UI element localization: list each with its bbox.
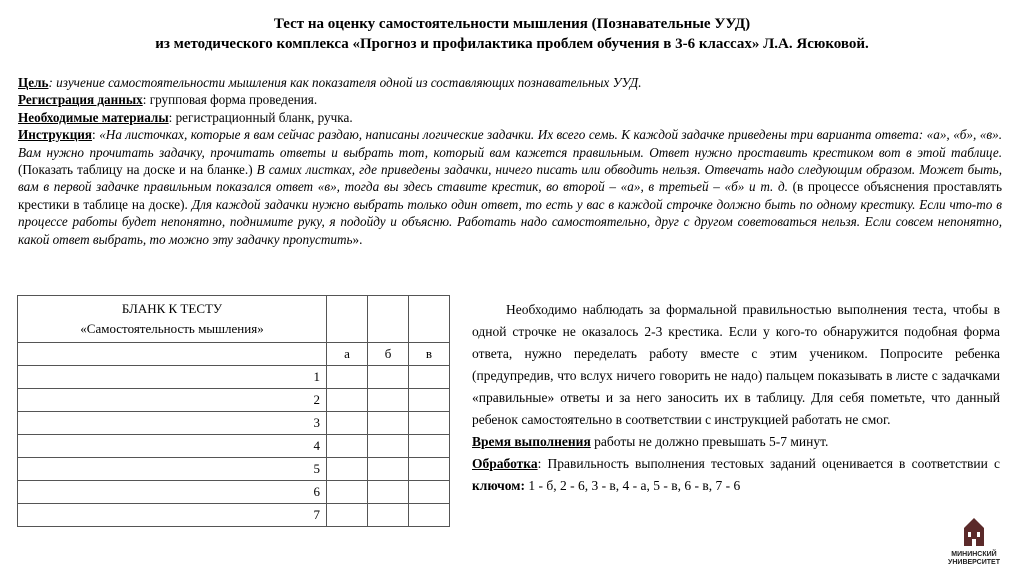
table-cell [409, 296, 450, 343]
answer-cell [327, 412, 368, 435]
table-row [18, 366, 450, 389]
answer-cell [409, 435, 450, 458]
table-header-line-2: «Самостоятельность мышления» [80, 321, 264, 336]
table-row [18, 458, 450, 481]
instruction-part-1: «На листочках, которые я вам сейчас раздаю, написаны логические задачки. Их всего семь. К каждой задачке приведены три варианта ответа: «а», «б», «в». Вам нужно прочитать задачку, прочитать ответы и выбрать тот, который вам кажется правильным. Ответ нужно проставить крестиком вот в этой таблице. [18, 127, 1003, 160]
title-line-2: из методического комплекса «Прогноз и профилактика проблем обучения в 3-6 классах» Л.А. Ясюковой. [155, 36, 869, 52]
row-number: 3 [18, 412, 327, 435]
time-paragraph [472, 431, 1000, 453]
instruction-part-3: В самих листках, где приведены задачки, ничего писать или обводить нельзя. Отвечать надо следующим образом. Может быть, вам в первой задачке правильным показался ответ «в», тогда вы здесь ставите крестик, во второй – «а», в третьей – «б» и т. д. [18, 162, 1002, 195]
answer-cell [368, 389, 409, 412]
intro-section [18, 74, 1002, 248]
registration-text: : групповая форма проведения. [142, 92, 318, 108]
table-cell [368, 296, 409, 343]
instruction-part-4: (в процессе объяснения проставлять крестики в таблице на доске). [18, 179, 1002, 212]
answer-cell [327, 481, 368, 504]
row-number: 6 [18, 481, 327, 504]
table-header-row [18, 296, 450, 343]
answer-cell [327, 504, 368, 527]
time-label: Время выполнения [472, 434, 591, 449]
processing-paragraph [472, 453, 1000, 497]
tower-icon [961, 518, 987, 546]
instruction-part-6: ». [352, 231, 363, 247]
table-header-cell [18, 296, 327, 343]
materials-paragraph [18, 109, 1002, 126]
answer-cell [327, 366, 368, 389]
observe-paragraph: Необходимо наблюдать за формальной правильностью выполнения теста, чтобы в одной строчке не оказалось 2-3 крестика. Если у кого-то обнаружится подобная форма ответа, нужно переделать работу вместе с этим учеником. Попросите ребенка (предупредив, что вслух ничего говорить не надо) пальцем показывать в листе с задачками «правильные» ответы и за него заносить их в таблицу. Для себя пометьте, что данный ребенок самостоятельно в соответствии с инструкцией работать не смог. [472, 302, 1000, 427]
table-row [18, 412, 450, 435]
title-line-1: Тест на оценку самостоятельности мышления (Познавательные УУД) [273, 16, 751, 32]
instruction-part-2: (Показать таблицу на доске и на бланке.) [18, 162, 257, 178]
key-label: ключом: [472, 478, 525, 493]
answer-cell [327, 389, 368, 412]
goal-paragraph [18, 74, 1002, 91]
column-label-b: б [368, 343, 409, 366]
instruction-paragraph [18, 126, 1002, 248]
answer-cell [368, 366, 409, 389]
time-text: работы не должно превышать 5-7 минут. [590, 434, 829, 449]
row-number: 1 [18, 366, 327, 389]
answer-cell [368, 435, 409, 458]
answer-blank-table [17, 295, 450, 527]
answer-cell [327, 458, 368, 481]
answer-cell [409, 412, 450, 435]
processing-text: : Правильность выполнения тестовых заданий оценивается в соответствии с [537, 456, 1000, 471]
table-cell [18, 343, 327, 366]
row-number: 5 [18, 458, 327, 481]
answer-cell [368, 481, 409, 504]
table-cell [327, 296, 368, 343]
row-number: 2 [18, 389, 327, 412]
column-label-a: а [327, 343, 368, 366]
answer-cell [409, 481, 450, 504]
answer-cell [368, 504, 409, 527]
row-number: 7 [18, 504, 327, 527]
registration-paragraph [18, 91, 1002, 108]
table-row [18, 389, 450, 412]
answer-cell [368, 412, 409, 435]
processing-label: Обработка [472, 456, 538, 471]
table-row [18, 435, 450, 458]
procedure-section [472, 299, 1000, 497]
page-title [40, 14, 984, 54]
answer-cell [409, 366, 450, 389]
row-number: 4 [18, 435, 327, 458]
answer-cell [409, 504, 450, 527]
answer-cell [409, 389, 450, 412]
table-row [18, 481, 450, 504]
instruction-colon: : [92, 127, 100, 143]
table-row [18, 504, 450, 527]
table-column-labels-row [18, 343, 450, 366]
materials-text: : регистрационный бланк, ручка. [168, 109, 353, 125]
materials-label: Необходимые материалы [18, 109, 169, 125]
answer-cell [327, 435, 368, 458]
answer-cell [409, 458, 450, 481]
column-label-v: в [409, 343, 450, 366]
logo-line-1: МИНИНСКИЙ [951, 551, 997, 558]
goal-text: : изучение самостоятельности мышления как показателя одной из составляющих познавательных УУД. [48, 75, 642, 90]
goal-label: Цель [18, 75, 49, 90]
table-header-line-1: БЛАНК К ТЕСТУ [121, 301, 223, 316]
logo-line-2: УНИВЕРСИТЕТ [948, 559, 1000, 566]
key-text: 1 - б, 2 - 6, 3 - в, 4 - а, 5 - в, 6 - в, 7 - 6 [524, 478, 741, 493]
instruction-label: Инструкция [18, 127, 93, 143]
instruction-part-5: Для каждой задачки нужно выбрать только один ответ, то есть у вас в каждой строчке должно быть по одному крестику. Если что-то в процессе работы будет непонятно, поднимите руку, я подойду и объясню. Работать надо самостоятельно, друг с другом советоваться нельзя. Если совсем непонятно, какой ответ выбрать, то можно эту задачку пропустить [18, 196, 1002, 247]
answer-cell [368, 458, 409, 481]
registration-label: Регистрация данных [18, 92, 143, 108]
university-logo [936, 518, 1012, 567]
